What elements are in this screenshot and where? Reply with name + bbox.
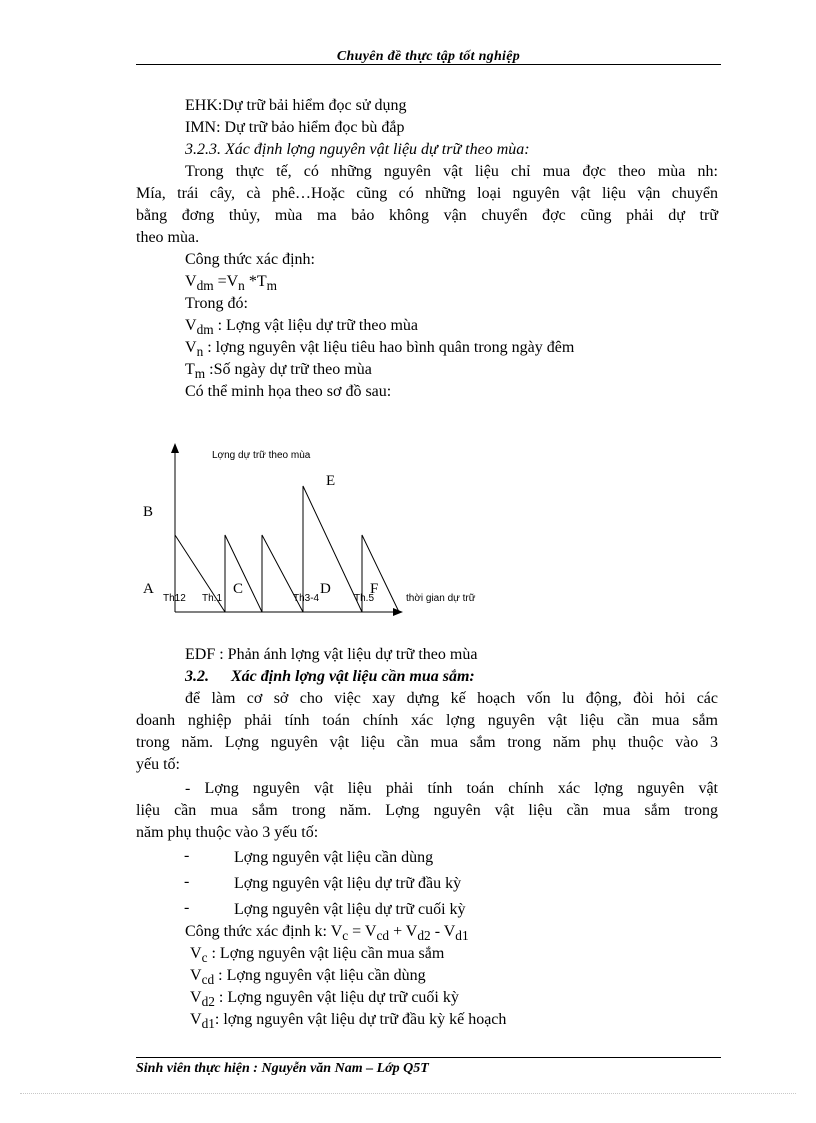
- definition-vn: $V_n$ : lợng nguyên vật liệu tiêu hao bình quân trong ngày đêm: [185, 339, 575, 360]
- sawtooth-segment-1: [175, 535, 225, 612]
- sawtooth-segment-4: [303, 486, 362, 612]
- tick-th3-4: Th3-4: [293, 593, 320, 604]
- formula-label: Công thức xác định:: [185, 251, 315, 268]
- x-axis-arrow: [393, 608, 403, 616]
- imn-line: IMN: Dự trữ bảo hiểm đọc bù đắp: [185, 119, 405, 136]
- page-footer: Sinh viên thực hiện : Nguyễn văn Nam – Lớp Q5T: [136, 1061, 429, 1076]
- paragraph-line: doanh nghiệp phải tính toán chính xác lợng nguyên vật liệu cần mua sắm: [136, 712, 718, 729]
- paragraph-line: yếu tố:: [136, 756, 180, 773]
- sawtooth-segment-3: [262, 535, 303, 612]
- paragraph-line: bằng đơng thủy, mùa ma bảo không vận chuyển đợc cũng phải dự trữ: [136, 207, 718, 224]
- section-heading-3-2-3: 3.2.3. Xác định lợng nguyên vật liệu dự trữ theo mùa:: [185, 141, 530, 158]
- sawtooth-segment-5: [362, 535, 399, 612]
- y-axis-arrow: [171, 443, 179, 453]
- paragraph-line: trong năm. Lợng nguyên vật liệu cần mua sắm trong năm phụ thuộc vào 3: [136, 734, 718, 751]
- paragraph-line: theo mùa.: [136, 229, 200, 246]
- bullet-dash: -: [184, 847, 190, 864]
- bullet-dash: -: [184, 873, 190, 890]
- where-label: Trong đó:: [185, 295, 248, 312]
- bullet-item: Lợng nguyên vật liệu dự trữ cuối kỳ: [234, 901, 466, 918]
- illustrate-line: Có thể minh họa theo sơ đồ sau:: [185, 383, 392, 400]
- paragraph-line: Trong thực tế, có những nguyên vật liệu chỉ mua đợc theo mùa nh:: [185, 163, 718, 180]
- edf-line: EDF : Phản ánh lợng vật liệu dự trữ theo mùa: [185, 646, 478, 663]
- ehk-line: EHK:Dự trữ bải hiểm đọc sử dụng: [185, 97, 407, 114]
- tick-th5: Th.5: [354, 593, 375, 604]
- tick-th12: Th12: [163, 593, 186, 604]
- bullet-item: Lợng nguyên vật liệu dự trữ đầu kỳ: [234, 875, 462, 892]
- formula-seasonal: $V_{dm} =V_n$ $*T_m$: [185, 273, 277, 294]
- definition-vc: $V_c$ : Lợng nguyên vật liệu cần mua sắm: [190, 945, 445, 966]
- label-c: C: [233, 581, 244, 597]
- definition-vd1: $V_{d1}$: lợng nguyên vật liệu dự trữ đầu kỳ kế hoạch: [190, 1011, 507, 1032]
- label-a: A: [143, 581, 154, 597]
- bullet-item: Lợng nguyên vật liệu cần dùng: [234, 849, 434, 866]
- definition-tm: $T_m$ :Số ngày dự trữ theo mùa: [185, 361, 372, 382]
- paragraph-line: năm phụ thuộc vào 3 yếu tố:: [136, 824, 319, 841]
- label-e: E: [326, 473, 336, 489]
- sawtooth-segment-2: [225, 535, 262, 612]
- footer-rule: [136, 1057, 721, 1058]
- diagram-y-label: Lợng dự trữ theo mùa: [212, 450, 311, 461]
- definition-vdm: $V_{dm}$ : Lợng vật liệu dự trữ theo mùa: [185, 317, 419, 338]
- label-b: B: [143, 504, 154, 520]
- bullet-dash: -: [184, 899, 190, 916]
- tick-th1: Th.1: [202, 593, 223, 604]
- paragraph-line: liệu cần mua sắm trong năm. Lợng nguyên vật liệu cần mua sắm trong: [136, 802, 718, 819]
- page-bottom-border: [20, 1093, 796, 1094]
- definition-vcd: $V_{cd}$ : Lợng nguyên vật liệu cần dùng: [190, 967, 426, 988]
- label-d: D: [320, 581, 331, 597]
- formula-purchase: Công thức xác định k: $V_c = V_{cd} + V_{d2} - V_{d1}$: [185, 923, 469, 944]
- definition-vd2: $V_{d2}$ : Lợng nguyên vật liệu dự trữ cuối kỳ: [190, 989, 459, 1010]
- label-f: F: [370, 581, 379, 597]
- paragraph-line: - Lợng nguyên vật liệu phải tính toán chính xác lợng nguyên vật: [185, 780, 718, 797]
- paragraph-line: Mía, trái cây, cà phê…Hoặc cũng có những loại nguyên vật liệu vận chuyển: [136, 185, 718, 202]
- diagram-x-label: thời gian dự trữ: [406, 593, 476, 604]
- header-rule: [136, 64, 721, 65]
- paragraph-line: để làm cơ sở cho việc xay dựng kế hoạch vốn lu động, đòi hỏi các: [185, 690, 718, 707]
- page-header: Chuyên đề thực tập tốt nghiệp: [336, 49, 521, 64]
- section-heading-3-2: 3.2. Xác định lợng vật liệu cần mua sắm:: [185, 668, 475, 685]
